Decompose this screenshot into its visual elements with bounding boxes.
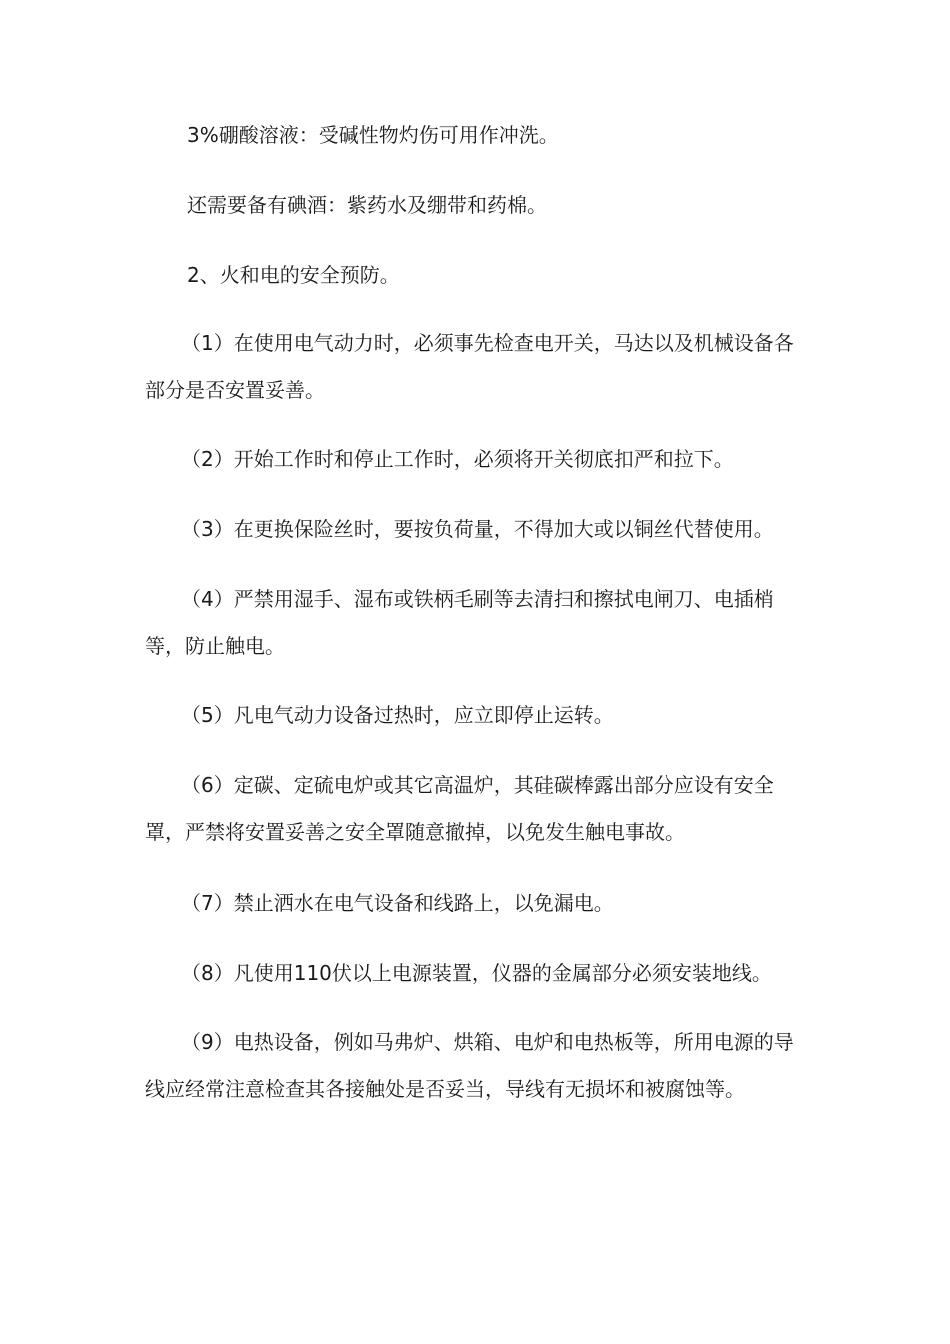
paragraph-item-2: （2）开始工作时和停止工作时，必须将开关彻底扣严和拉下。 [181,447,734,471]
paragraph-item-6: （6）定碳、定硫电炉或其它高温炉，其硅碳棒露出部分应设有安全罩，严禁将安置妥善之安全罩随意撤掉，以免发生触电事故。 [145,773,774,844]
paragraph-item-8: （8）凡使用110伏以上电源装置，仪器的金属部分必须安装地线。 [181,961,772,985]
paragraph-item-5: （5）凡电气动力设备过热时，应立即停止运转。 [181,703,614,727]
paragraph-item-3: （3）在更换保险丝时，要按负荷量，不得加大或以铜丝代替使用。 [181,517,774,541]
paragraph-item-1: （1）在使用电气动力时，必须事先检查电开关，马达以及机械设备各部分是否安置妥善。 [145,331,794,402]
paragraph-item-7: （7）禁止洒水在电气设备和线路上，以免漏电。 [181,891,614,915]
paragraph-iodine: 还需要备有碘酒：紫药水及绷带和药棉。 [187,193,547,217]
paragraph-item-9: （9）电热设备，例如马弗炉、烘箱、电炉和电热板等，所用电源的导线应经常注意检查其各接触处是否妥当，导线有无损坏和被腐蚀等。 [145,1030,794,1101]
paragraph-boric-acid: 3%硼酸溶液：受碱性物灼伤可用作冲洗。 [187,123,559,147]
paragraph-item-4: （4）严禁用湿手、湿布或铁柄毛刷等去清扫和擦拭电闸刀、电插梢等，防止触电。 [145,587,774,658]
section-heading-fire-electric: 2、火和电的安全预防。 [187,263,400,287]
